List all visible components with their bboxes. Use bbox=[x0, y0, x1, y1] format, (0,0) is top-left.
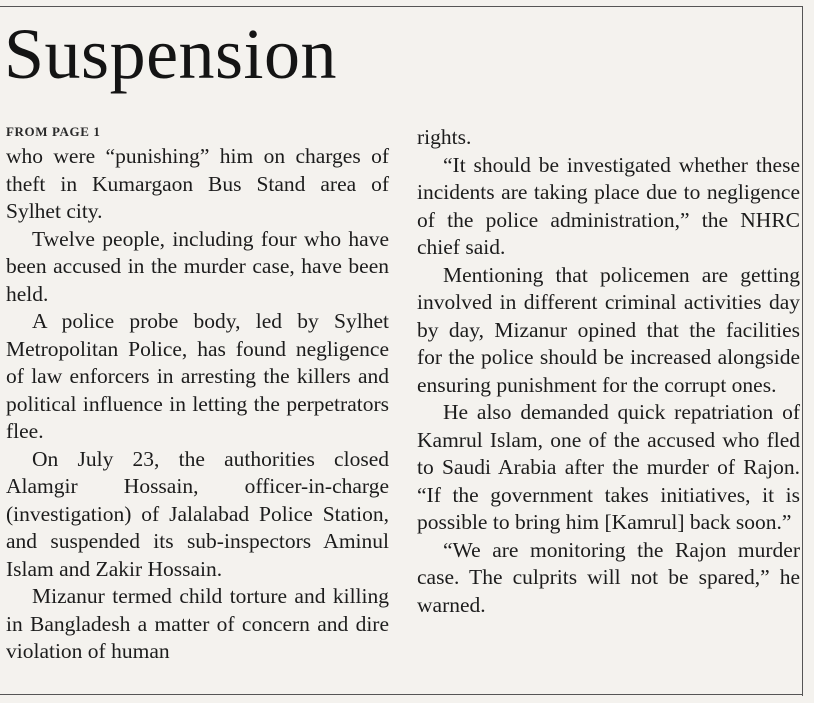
paragraph: On July 23, the authorities closed Alamgir Hossain, officer-in-charge (investigation) of Jalalabad Police Station, and suspended its sub-inspectors Aminul Islam and Zakir Hossain. bbox=[6, 446, 389, 581]
paragraph: He also demanded quick repatriation of Kamrul Islam, one of the accused who fled to Saudi Arabia after the murder of Rajon. “If the government takes initiatives, it is possible to bring him [Kamrul] back soon.” bbox=[417, 400, 800, 534]
paragraph: Mizanur termed child torture and killing in Bangladesh a matter of concern and dire violation of human bbox=[6, 584, 389, 663]
paragraph: who were “punishing” him on charges of theft in Kumargaon Bus Stand area of Sylhet city. bbox=[6, 144, 389, 223]
right-border-rule bbox=[802, 6, 803, 696]
article-column-left bbox=[6, 120, 389, 666]
paragraph: “We are monitoring the Rajon murder case. The culprits will not be spared,” he warned. bbox=[417, 537, 800, 617]
headline: Suspension bbox=[4, 14, 338, 94]
paragraph: “It should be investigated whether these incidents are taking place due to negligence of the police administration,” the NHRC chief said. bbox=[417, 152, 800, 259]
bottom-border-rule bbox=[0, 694, 802, 695]
top-border-rule bbox=[0, 6, 802, 7]
paragraph: Twelve people, including four who have been accused in the murder case, have been held. bbox=[6, 226, 389, 306]
paragraph: Mentioning that policemen are getting involved in different criminal activities day by day, Mizanur opined that the facilities for the police should be increased alongside ensuring punishment for the corrupt ones. bbox=[417, 262, 800, 397]
article-column-right bbox=[417, 124, 800, 619]
continued-from-kicker: FROM PAGE 1 bbox=[6, 124, 101, 139]
paragraph: A police probe body, led by Sylhet Metropolitan Police, has found negligence of law enforcers in arresting the killers and political influence in letting the perpetrators flee. bbox=[6, 309, 389, 443]
paragraph: rights. bbox=[417, 125, 472, 149]
